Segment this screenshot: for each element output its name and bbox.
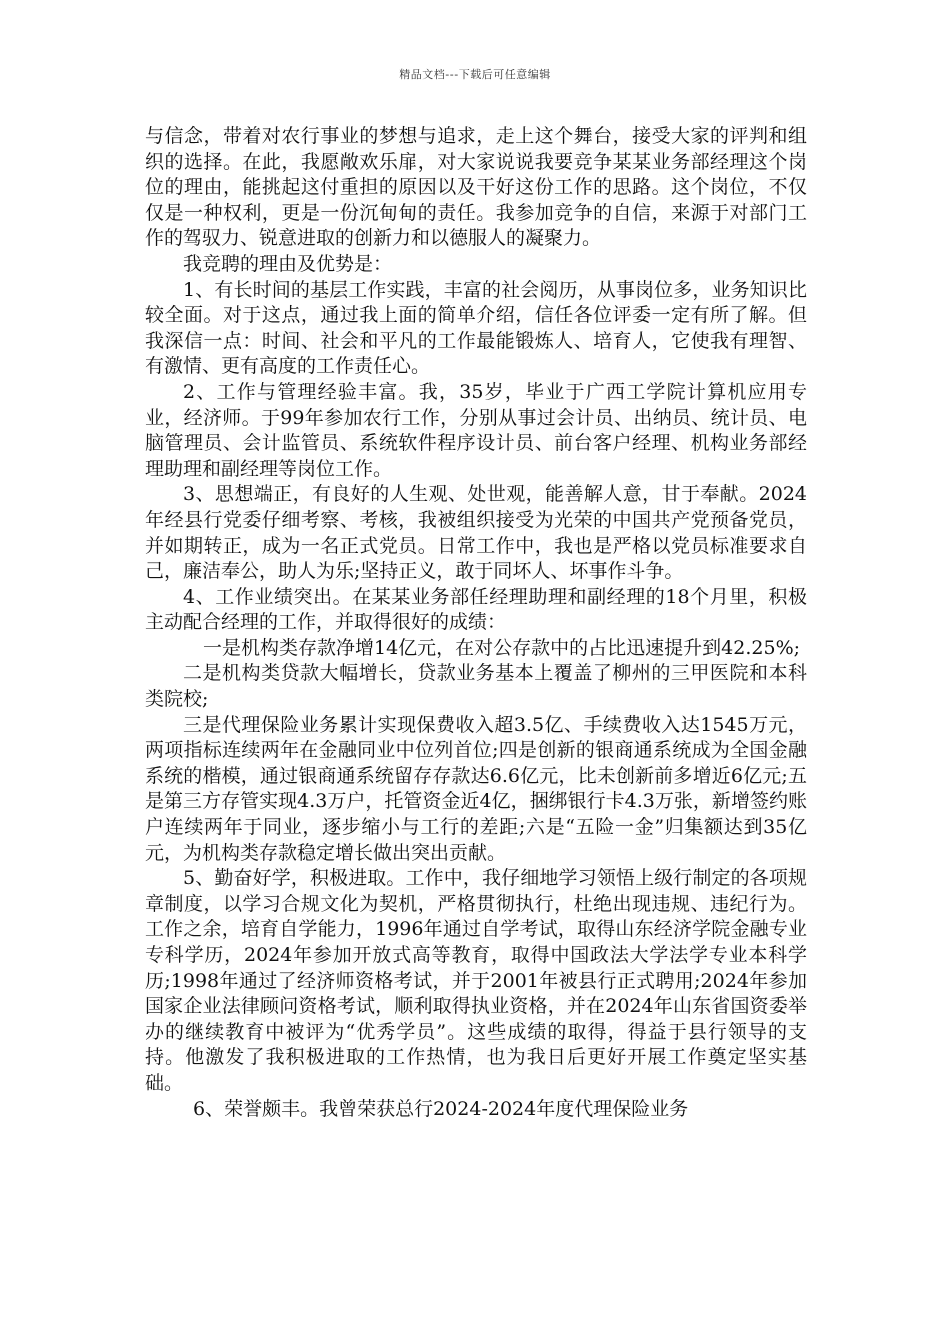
- document-body: [145, 124, 807, 1122]
- page-header: 精品文档---下载后可任意编辑: [399, 68, 551, 81]
- paragraph-achievement-1: 一是机构类存款净增14亿元，在对公存款中的占比迅速提升到42.25%;: [203, 636, 801, 659]
- paragraph-reason-4: 4、工作业绩突出。在某某业务部任经理助理和副经理的18个月里，积极主动配合经理的工作，并取得很好的成绩：: [145, 585, 807, 634]
- paragraph-reason-5: 5、勤奋好学，积极进取。工作中，我仔细地学习领悟上级行制定的各项规章制度，以学习合规文化为契机，严格贯彻执行，杜绝出现违规、违纪行为。工作之余，培育自学能力，1996年通过自学考试，取得山东经济学院金融专业专科学历，2024年参加开放式高等教育，取得中国政法大学法学专业本科学历;1998年通过了经济师资格考试，并于2001年被县行正式聘用;2024年参加国家企业法律顾问资格考试，顺利取得执业资格，并在2024年山东省国资委举办的继续教育中被评为“优秀学员”。这些成绩的取得，得益于县行领导的支持。他激发了我积极进取的工作热情，也为我日后更好开展工作奠定坚实基础。: [145, 867, 807, 1094]
- paragraph-intro: 与信念，带着对农行事业的梦想与追求，走上这个舞台，接受大家的评判和组织的选择。在此，我愿敞欢乐扉，对大家说说我要竞争某某业务部经理这个岗位的理由，能挑起这付重担的原因以及干好这份工作的思路。这个岗位，不仅仅是一种权利，更是一份沉甸甸的责任。我参加竞争的自信，来源于对部门工作的驾驭力、锐意进取的创新力和以德服人的凝聚力。: [145, 125, 807, 250]
- paragraph-achievement-2: 二是机构类贷款大幅增长，贷款业务基本上覆盖了柳州的三甲医院和本科类院校;: [145, 662, 807, 711]
- paragraph-reasons-heading: 我竞聘的理由及优势是：: [183, 252, 393, 275]
- paragraph-achievement-3: 三是代理保险业务累计实现保费收入超3.5亿、手续费收入达1545万元，两项指标连续两年在金融同业中位列首位;四是创新的银商通系统成为全国金融系统的楷模，通过银商通系统留存存款达6.6亿元，比未创新前多增近6亿元;五是第三方存管实现4.3万户，托管资金近4亿，捆绑银行卡4.3万张，新增签约账户连续两年于同业，逐步缩小与工行的差距;六是“五险一金”归集额达到35亿元，为机构类存款稳定增长做出突出贡献。: [145, 713, 807, 864]
- paragraph-reason-3: 3、思想端正，有良好的人生观、处世观，能善解人意，甘于奉献。2024年经县行党委仔细考察、考核，我被组织接受为光荣的中国共产党预备党员，并如期转正，成为一名正式党员。日常工作中，我也是严格以党员标准要求自己，廉洁奉公，助人为乐;坚持正义，敢于同坏人、坏事作斗争。: [145, 483, 807, 583]
- paragraph-reason-6: 6、荣誉颇丰。我曾荣获总行2024-2024年度代理保险业务: [193, 1097, 689, 1120]
- paragraph-reason-2: 2、工作与管理经验丰富。我，35岁，毕业于广西工学院计算机应用专业，经济师。于99年参加农行工作，分别从事过会计员、出纳员、统计员、电脑管理员、会计监管员、系统软件程序设计员、前台客户经理、机构业务部经理助理和副经理等岗位工作。: [145, 380, 807, 480]
- paragraph-reason-1: 1、有长时间的基层工作实践，丰富的社会阅历，从事岗位多，业务知识比较全面。对于这点，通过我上面的简单介绍，信任各位评委一定有所了解。但我深信一点：时间、社会和平凡的工作最能锻炼人、培育人，它使我有理智、有激情、更有高度的工作责任心。: [145, 278, 807, 378]
